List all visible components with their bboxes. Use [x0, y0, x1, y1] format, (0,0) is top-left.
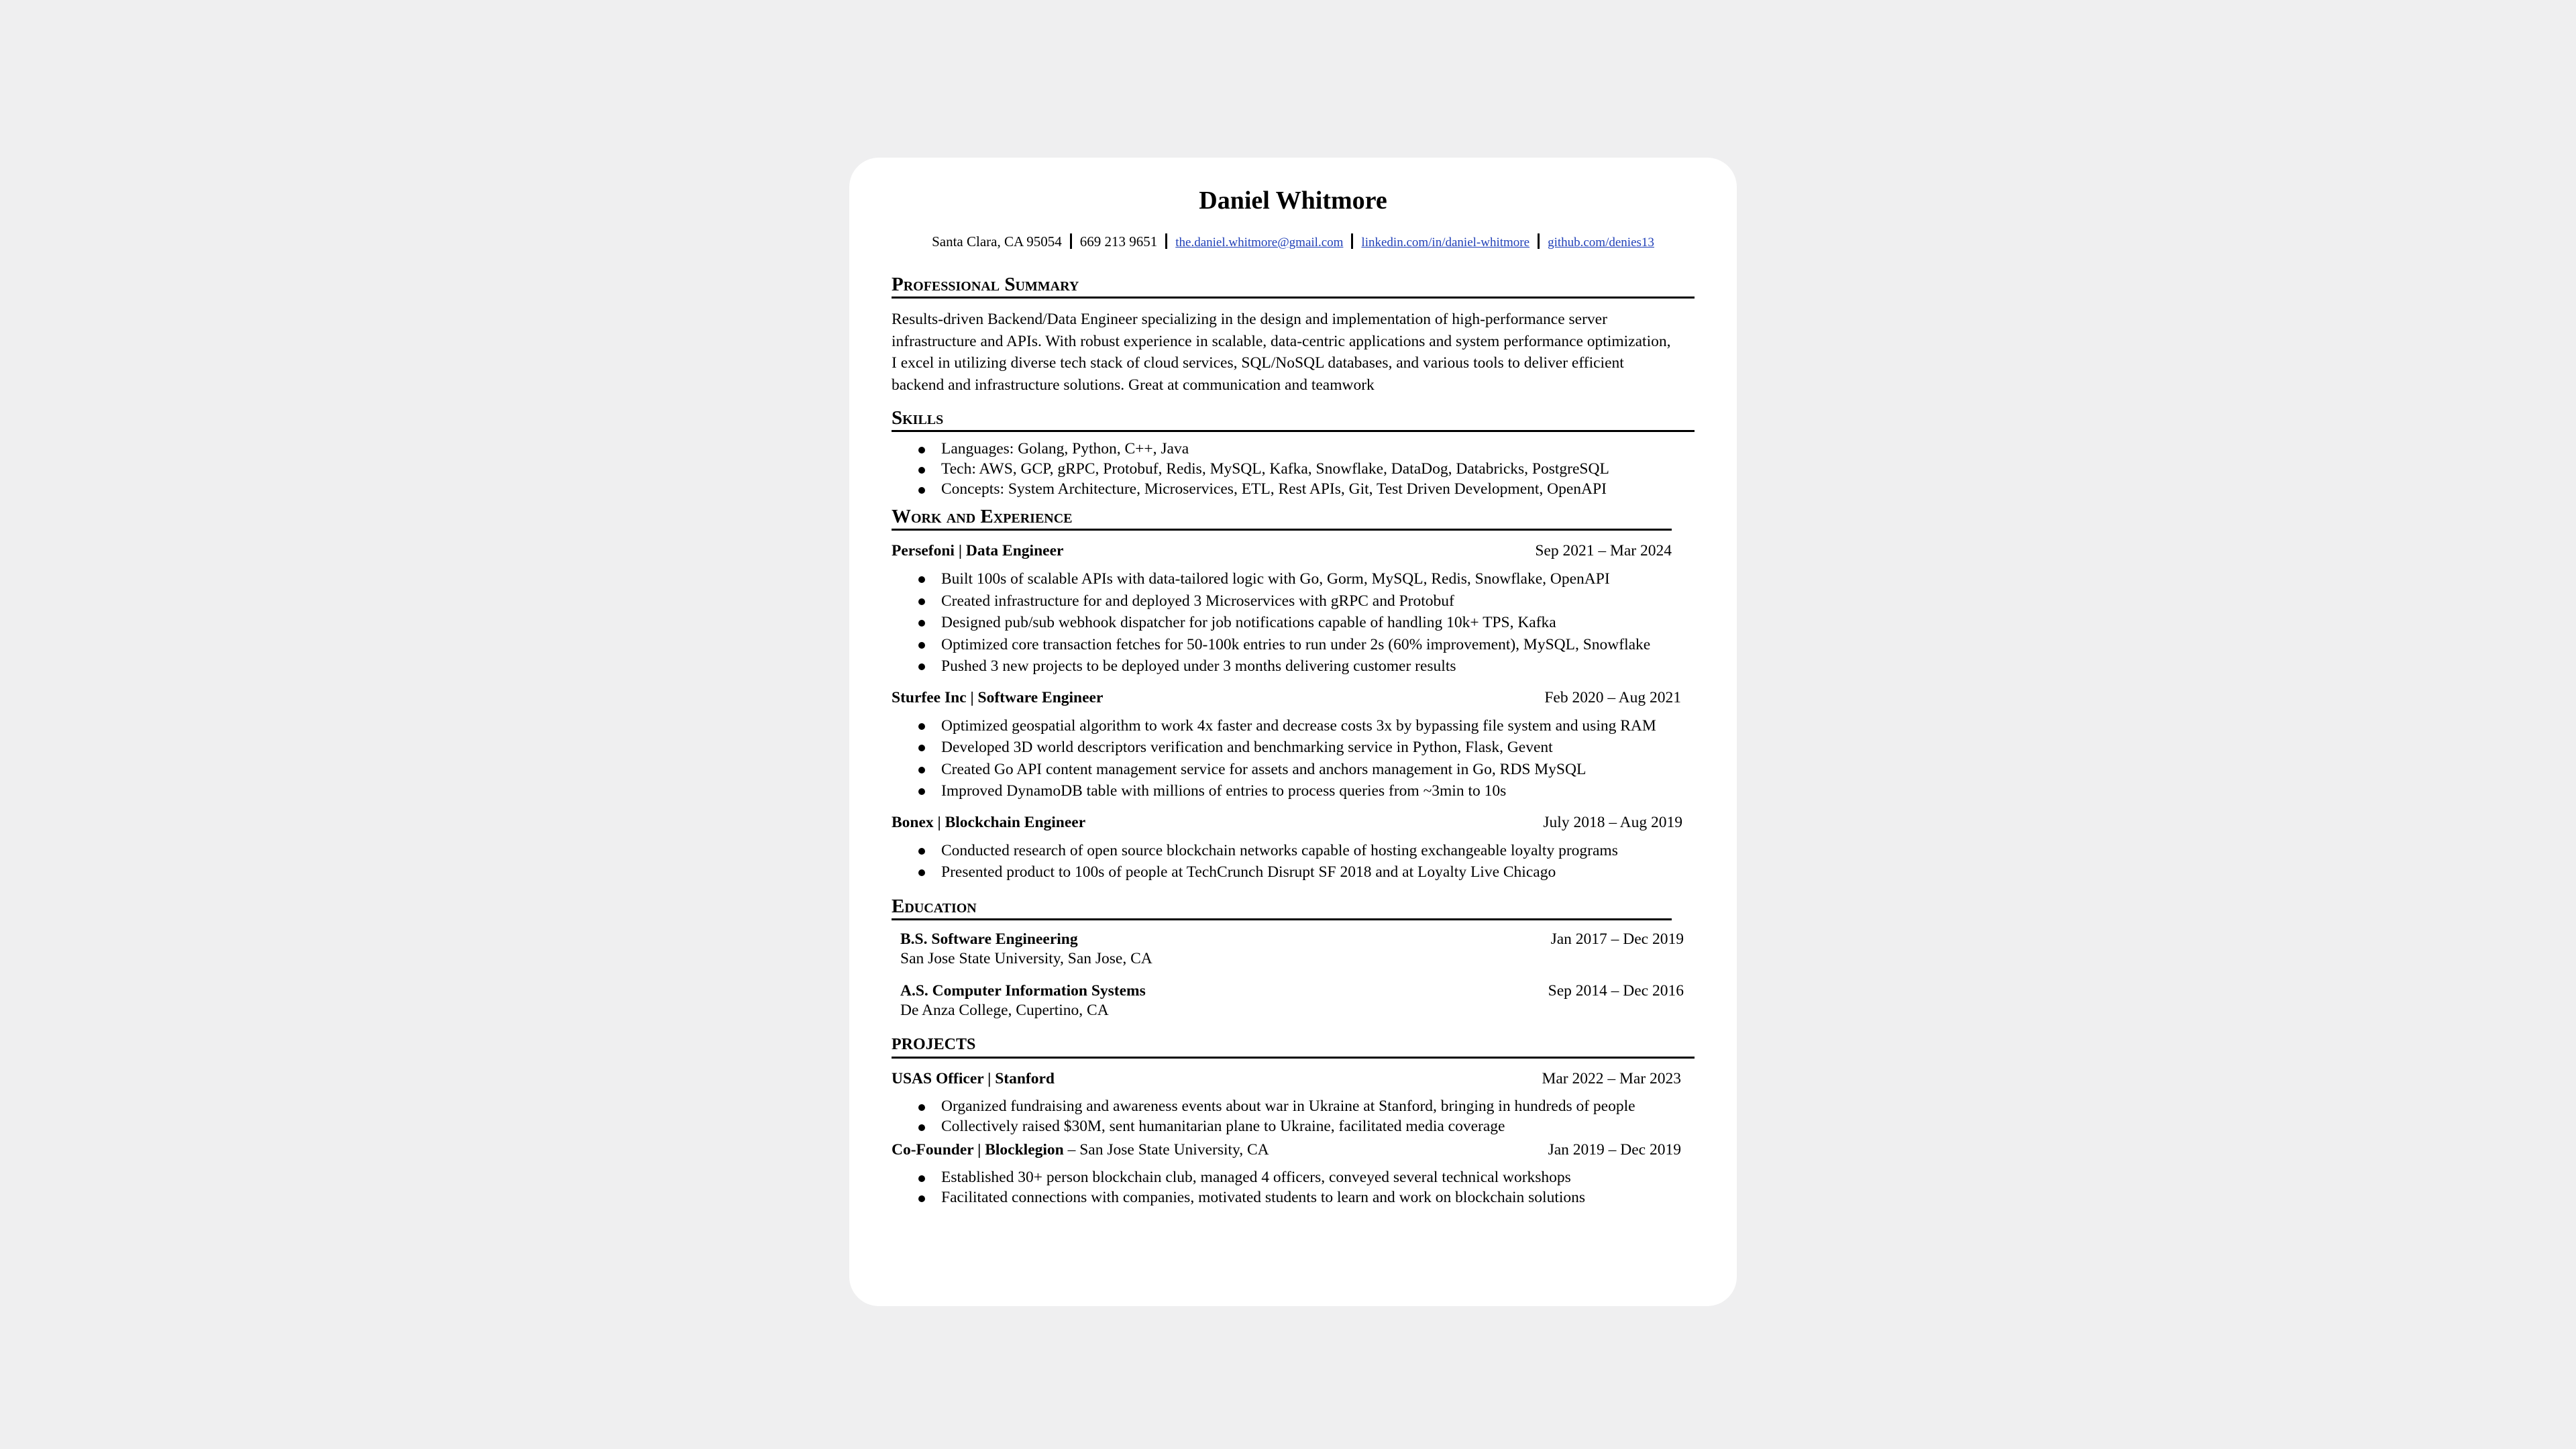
- project-bullet: Established 30+ person blockchain club, managed 4 officers, conveyed several technical workshops: [892, 1167, 1695, 1187]
- job-bullet: Optimized core transaction fetches for 50-100k entries to run under 2s (60% improvement), MySQL, Snowflake: [892, 634, 1695, 656]
- contact-phone: 669 213 9651: [1079, 233, 1158, 250]
- project-dates: Jan 2019 – Dec 2019: [1548, 1140, 1681, 1159]
- contact-separator: [1351, 233, 1353, 249]
- education-entry: [892, 981, 1684, 1020]
- job-bullet: Developed 3D world descriptors verification and benchmarking service in Python, Flask, Gevent: [892, 737, 1695, 759]
- job-bullets: [892, 568, 1695, 678]
- job-header: [892, 812, 1682, 833]
- job-role: Persefoni | Data Engineer: [892, 542, 1064, 559]
- contact-location: Santa Clara, CA 95054: [932, 233, 1062, 250]
- education-entry: [892, 930, 1684, 969]
- section-title-experience: Work and Experience: [892, 504, 1672, 531]
- project-role: Co-Founder | Blocklegion: [892, 1140, 1064, 1159]
- job-header: [892, 687, 1681, 708]
- contact-line: [892, 232, 1695, 252]
- project-affiliation: – San Jose State University, CA: [1063, 1140, 1269, 1159]
- job-bullet: Optimized geospatial algorithm to work 4x faster and decrease costs 3x by bypassing file system and using RAM: [892, 715, 1695, 737]
- job-role: Bonex | Blockchain Engineer: [892, 813, 1086, 831]
- contact-separator: [1070, 233, 1072, 249]
- project-bullet: Collectively raised $30M, sent humanitarian plane to Ukraine, facilitated media coverage: [892, 1116, 1695, 1136]
- project-role: USAS Officer | Stanford: [892, 1069, 1055, 1087]
- github-link[interactable]: github.com/denies13: [1548, 235, 1654, 250]
- project-header: [892, 1068, 1681, 1089]
- job-bullet: Pushed 3 new projects to be deployed under 3 months delivering customer results: [892, 655, 1695, 678]
- education-school: De Anza College, Cupertino, CA: [900, 1001, 1109, 1019]
- education-dates: Sep 2014 – Dec 2016: [1548, 981, 1684, 1000]
- contact-separator: [1165, 233, 1167, 249]
- email-link[interactable]: the.daniel.whitmore@gmail.com: [1175, 235, 1344, 250]
- project-bullets: [892, 1096, 1695, 1136]
- job-header: [892, 540, 1672, 561]
- education-dates: Jan 2017 – Dec 2019: [1550, 930, 1684, 948]
- job-bullet: Created infrastructure for and deployed 3 Microservices with gRPC and Protobuf: [892, 590, 1695, 612]
- project-header: [892, 1139, 1681, 1161]
- project-bullet: Facilitated connections with companies, motivated students to learn and work on blockchain solutions: [892, 1187, 1695, 1208]
- job-bullet: Improved DynamoDB table with millions of entries to process queries from ~3min to 10s: [892, 780, 1695, 802]
- job-bullet: Built 100s of scalable APIs with data-tailored logic with Go, Gorm, MySQL, Redis, Snowflake, OpenAPI: [892, 568, 1695, 590]
- education-degree: A.S. Computer Information Systems: [900, 981, 1146, 1000]
- job-bullet: Presented product to 100s of people at TechCrunch Disrupt SF 2018 and at Loyalty Live Chicago: [892, 861, 1695, 883]
- skill-item: Languages: Golang, Python, C++, Java: [892, 439, 1695, 459]
- job-bullets: [892, 715, 1695, 802]
- job-bullet: Designed pub/sub webhook dispatcher for job notifications capable of handling 10k+ TPS, Kafka: [892, 612, 1695, 634]
- linkedin-link[interactable]: linkedin.com/in/daniel-whitmore: [1361, 235, 1530, 250]
- job-dates: Feb 2020 – Aug 2021: [1544, 688, 1681, 706]
- skill-item: Concepts: System Architecture, Microservices, ETL, Rest APIs, Git, Test Driven Development, OpenAPI: [892, 479, 1695, 499]
- section-title-education: Education: [892, 894, 1672, 920]
- contact-separator: [1538, 233, 1540, 249]
- job-dates: July 2018 – Aug 2019: [1543, 813, 1682, 831]
- section-title-projects: PROJECTS: [892, 1032, 1695, 1059]
- section-title-skills: Skills: [892, 406, 1695, 432]
- job-bullets: [892, 840, 1695, 883]
- project-role-line: [892, 1139, 1269, 1161]
- summary-text: Results-driven Backend/Data Engineer specializing in the design and implementation of high-performance server infrastructure and APIs. With robust experience in scalable, data-centric applications and system performance optimization, I excel in utilizing diverse tech stack of cloud services, SQL/NoSQL databases, and various tools to deliver efficient backend and infrastructure solutions. Great at communication and teamwork: [892, 311, 1671, 394]
- job-role: Sturfee Inc | Software Engineer: [892, 688, 1104, 706]
- resume-name: Daniel Whitmore: [1199, 186, 1387, 215]
- job-bullet: Created Go API content management service for assets and anchors management in Go, RDS MySQL: [892, 759, 1695, 781]
- skill-item: Tech: AWS, GCP, gRPC, Protobuf, Redis, MySQL, Kafka, Snowflake, DataDog, Databricks, PostgreSQL: [892, 459, 1695, 479]
- section-title-summary: Professional Summary: [892, 272, 1695, 299]
- education-school: San Jose State University, San Jose, CA: [900, 949, 1152, 967]
- skills-list: [892, 439, 1695, 499]
- job-bullet: Conducted research of open source blockchain networks capable of hosting exchangeable loyalty programs: [892, 840, 1695, 862]
- resume-card: [849, 158, 1737, 1306]
- project-bullet: Organized fundraising and awareness events about war in Ukraine at Stanford, bringing in hundreds of people: [892, 1096, 1695, 1116]
- job-dates: Sep 2021 – Mar 2024: [1535, 542, 1672, 559]
- education-degree: B.S. Software Engineering: [900, 930, 1078, 948]
- project-dates: Mar 2022 – Mar 2023: [1542, 1069, 1681, 1087]
- project-bullets: [892, 1167, 1695, 1208]
